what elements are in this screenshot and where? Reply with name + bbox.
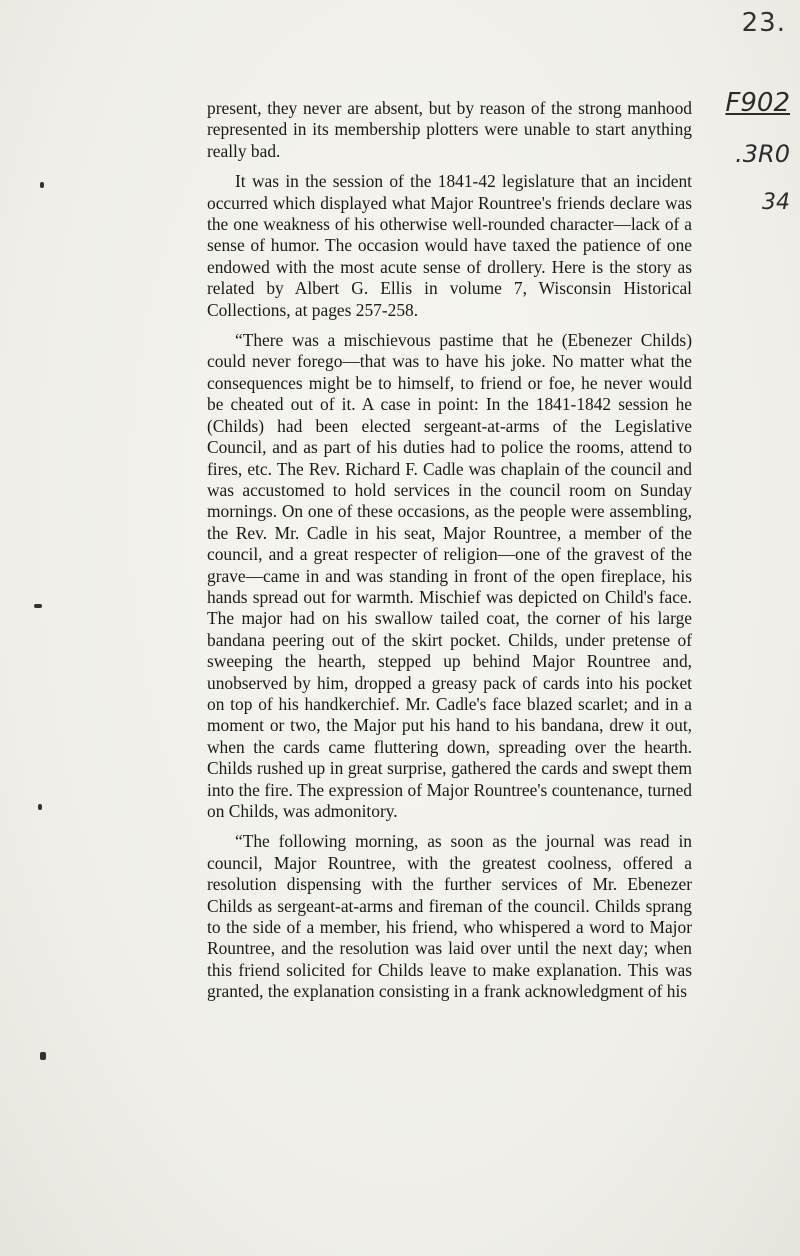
margin-mark: [38, 804, 42, 810]
paragraph: It was in the session of the 1841-42 legislature that an incident occurred which displayed what Major Rountree's friends declare was the one weakness of his otherwise well-rounded character—lack of a sense of humor. The occasion would have taxed the patience of one endowed with the most acute sense of drollery. Here is the story as related by Albert G. Ellis in volume 7, Wisconsin Historical Collections, at pages 257-258.: [207, 171, 692, 320]
margin-mark: [40, 182, 44, 188]
quoted-paragraph: “There was a mischievous pastime that he (Ebenezer Childs) could never forego—that was to have his joke. No matter what the consequences might be to himself, to friend or foe, he never would be cheated out of it. A case in point: In the 1841-1842 session he (Childs) had been elected sergeant-at-arms of the Legislative Council, and as part of his duties had to police the rooms, attend to fires, etc. The Rev. Richard F. Cadle was chaplain of the council and was accustomed to hold services in the council room on Sunday mornings. On one of these occasions, as the people were assembling, the Rev. Mr. Cadle in his seat, Major Rountree, a member of the council, and a great respecter of religion—one of the gravest of the grave—came in and was standing in front of the open fireplace, his hands spread out for warmth. Mischief was depicted on Child's face. The major had on his swallow tailed coat, the corner of his large bandana peering out of the skirt pocket. Childs, under pretense of sweeping the hearth, stepped up behind Major Rountree and, unobserved by him, dropped a greasy pack of cards into his pocket on top of his handkerchief. Mr. Cadle's face blazed scarlet; and in a moment or two, the Major put his hand to his bandana, drew it out, when the cards came fluttering down, spreading over the hearth. Childs rushed up in great surprise, gathered the cards and swept them into the fire. The expression of Major Rountree's countenance, turned on Childs, was admonitory.: [207, 330, 692, 821]
body-text: [207, 98, 692, 1012]
margin-note-call-number: F902: [725, 88, 790, 118]
margin-note-author-code: .3R0: [735, 140, 790, 168]
quoted-paragraph: “The following morning, as soon as the journal was read in council, Major Rountree, with the greatest coolness, offered a resolution dispensing with the further services of Mr. Ebenezer Childs as sergeant-at-arms and fireman of the council. Childs sprang to the side of a member, his friend, who whispered a word to Major Rountree, and the resolution was laid over until the next day; when this friend solicited for Childs leave to make explanation. This was granted, the explanation consisting in a frank acknowledgment of his: [207, 831, 692, 1002]
paragraph-continuation: present, they never are absent, but by reason of the strong manhood represented in its membership plotters were unable to start anything really bad.: [207, 98, 692, 161]
margin-mark: [34, 604, 42, 608]
page-number: 23.: [741, 8, 786, 38]
margin-note-volume: 34: [762, 190, 790, 215]
margin-mark: [40, 1052, 46, 1060]
